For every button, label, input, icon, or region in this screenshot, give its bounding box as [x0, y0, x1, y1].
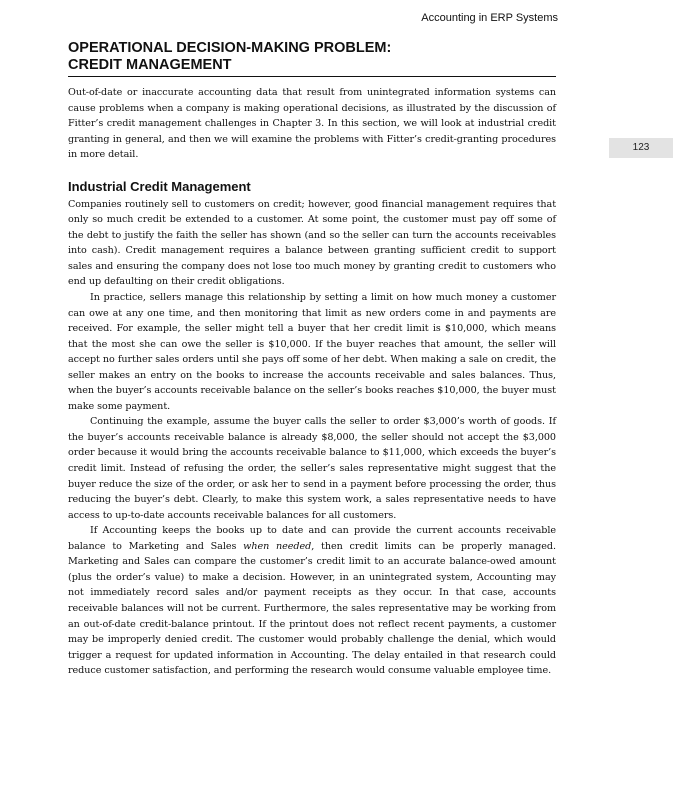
- page-number-tab: 123: [609, 138, 673, 158]
- emphasis-when-needed: when needed: [243, 540, 312, 552]
- paragraph-4-lead: If Accounting keeps the books up to date and can provide the current accounts receivable balance to Marketing and Sales: [68, 525, 556, 552]
- running-head: Accounting in ERP Systems: [421, 12, 558, 24]
- paragraph-4-rest: , then credit limits can be properly managed. Marketing and Sales can compare the customer’s credit limit to an accurate balance-owed amount (plus the order’s value) to make a decision. However, in an unintegrated system, Accounting may not immediately record sales and/or payment receipts as they occur. In that case, accounts receivable balances will not be current. Furthermore, the sales representative may be working from an out-of-date credit-balance printout. If the printout does not reflect recent payments, a customer may be improperly denied credit. The customer would probably challenge the denial, which would trigger a request for updated information in Accounting. The delay entailed in that research could reduce customer satisfaction, and performing the research would consume valuable employee time.: [68, 540, 556, 677]
- page-content: [68, 40, 556, 679]
- body-paragraph-4: [68, 523, 556, 678]
- chapter-title: OPERATIONAL DECISION-MAKING PROBLEM: CREDIT MANAGEMENT: [68, 40, 556, 77]
- body-paragraph-1: Companies routinely sell to customers on credit; however, good financial management requires that only so much credit be extended to a customer. At some point, the customer must pay off some of the debt to justify the faith the seller has shown (and so the seller can turn the accounts receivables into cash). Credit management requires a balance between granting sufficient credit to support sales and ensuring the company does not lose too much money by granting credit to customers who end up defaulting on their credit obligations.: [68, 198, 556, 288]
- intro-paragraph: Out-of-date or inaccurate accounting data that result from unintegrated information systems can cause problems when a company is making operational decisions, as illustrated by the discussion of Fitter’s credit management challenges in Chapter 3. In this section, we will look at industrial credit granting in general, and then we will examine the problems with Fitter’s credit-granting procedures in more detail.: [68, 87, 556, 161]
- body-paragraph-3: Continuing the example, assume the buyer calls the seller to order $3,000’s worth of goods. If the buyer’s accounts receivable balance is already $8,000, the seller should not accept the $3,000 order because it would bring the accounts receivable balance to $11,000, which exceeds the buyer’s credit limit. Instead of refusing the order, the seller’s sales representative might suggest that the buyer reduce the size of the order, or ask her to send in a payment before processing the order, thus reducing the buyer’s debt. Clearly, to make this system work, a sales representative needs to have access to up-to-date accounts receivable balances for all customers.: [68, 416, 556, 521]
- body-paragraph-2: In practice, sellers manage this relationship by setting a limit on how much money a customer can owe at any one time, and then monitoring that limit as new orders come in and payments are received. For example, the seller might tell a buyer that her credit limit is $10,000, which means that the most she can owe the seller is $10,000. If the buyer reaches that amount, the seller will accept no further sales orders until she pays off some of her debt. When making a sale on credit, the seller makes an entry on the books to increase the accounts receivable and sales balances. Thus, when the buyer’s accounts receivable balance on the seller’s books reaches $10,000, the buyer must make some payment.: [68, 292, 556, 412]
- section-heading: Industrial Credit Management: [68, 178, 251, 194]
